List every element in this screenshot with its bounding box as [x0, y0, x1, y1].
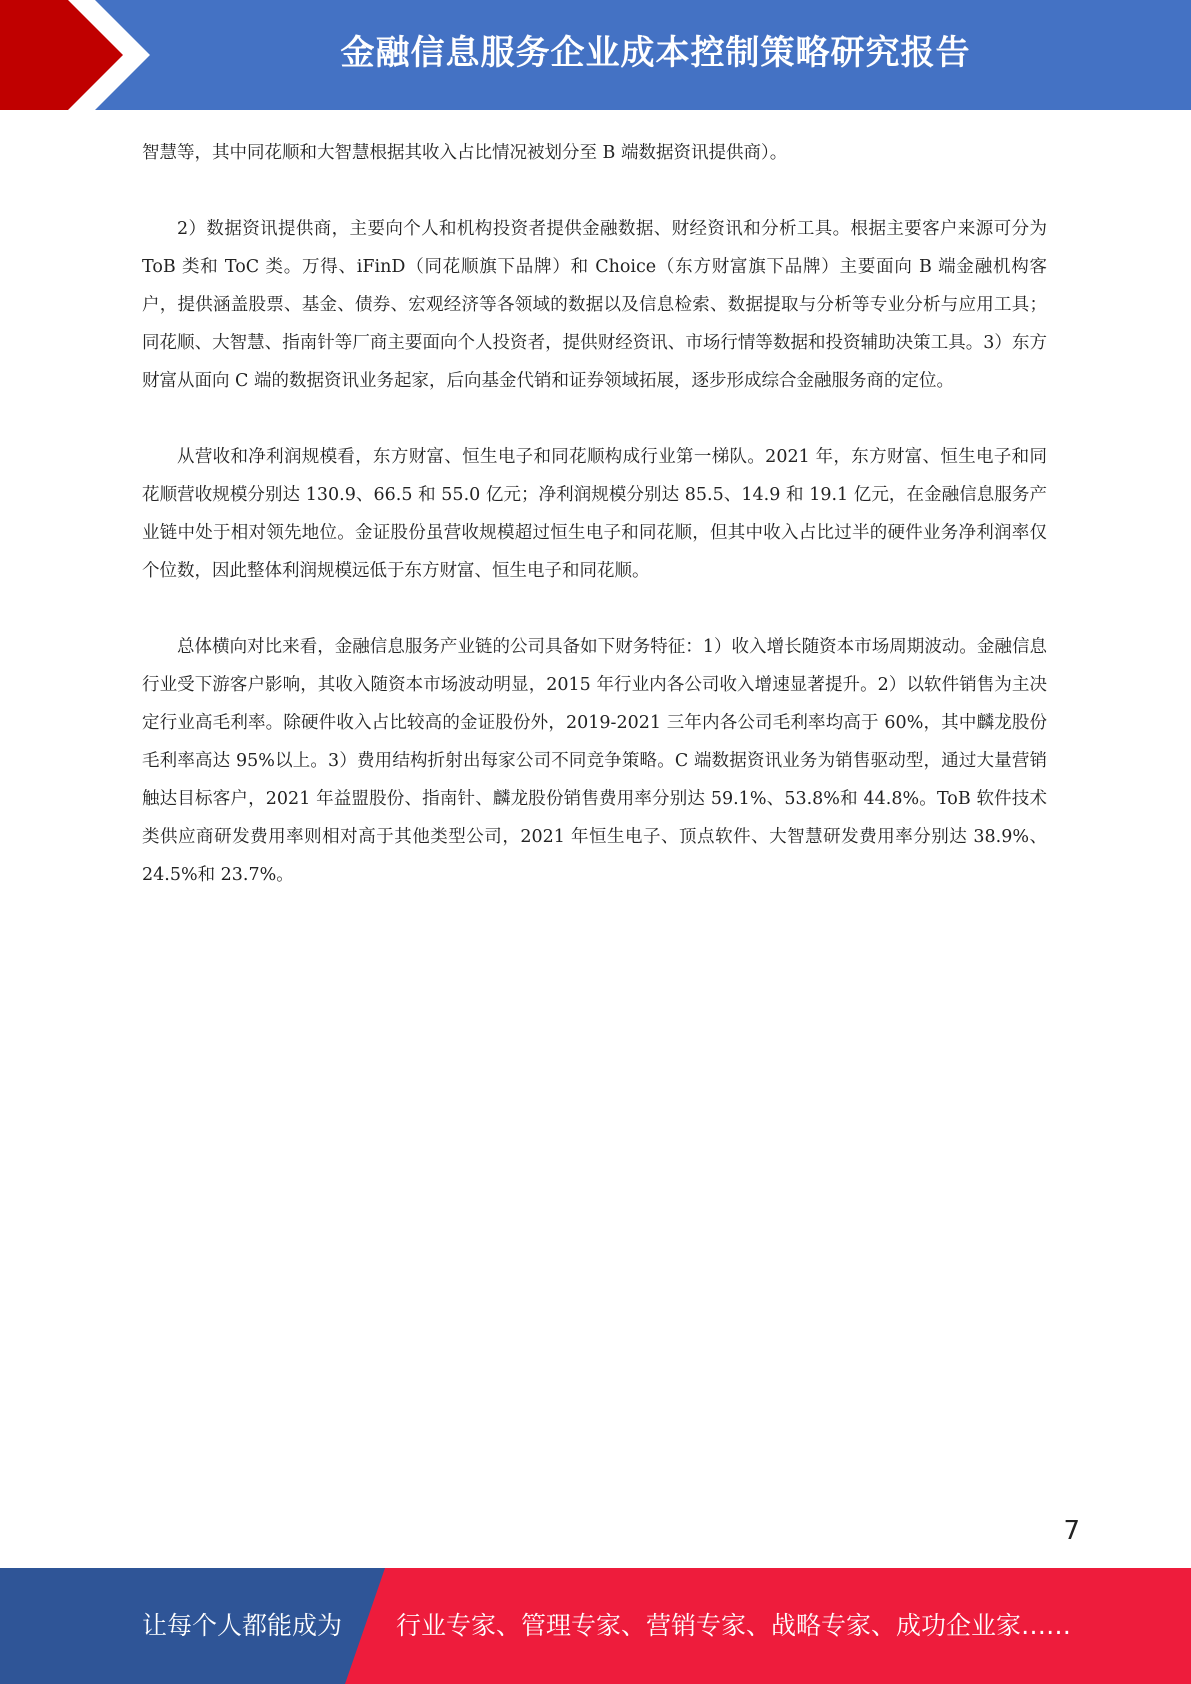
page-footer	[0, 1568, 1191, 1684]
paragraph-revenue-scale: 从营收和净利润规模看，东方财富、恒生电子和同花顺构成行业第一梯队。2021 年，东方财富、恒生电子和同花顺营收规模分别达 130.9、66.5 和 55.0 亿元；净利润规模分别达 85.5、14.9 和 19.1 亿元，在金融信息服务产业链中处于相对领先地位。金证股份虽营收规模超过恒生电子和同花顺，但其中收入占比过半的硬件业务净利润率仅个位数，因此整体利润规模远低于东方财富、恒生电子和同花顺。	[142, 447, 1047, 581]
page-header	[0, 0, 1191, 110]
paragraph-continuation: 智慧等，其中同花顺和大智慧根据其收入占比情况被划分至 B 端数据资讯提供商）。	[142, 143, 788, 163]
document-body	[142, 134, 1047, 932]
report-title: 金融信息服务企业成本控制策略研究报告	[340, 33, 971, 73]
footer-slogan-left: 让每个人都能成为	[142, 1611, 343, 1640]
page-number: 7	[1063, 1516, 1080, 1546]
footer-slogan-right: 行业专家、管理专家、营销专家、战略专家、成功企业家……	[396, 1611, 1072, 1640]
paragraph-data-providers: 2）数据资讯提供商，主要向个人和机构投资者提供金融数据、财经资讯和分析工具。根据主要客户来源可分为 ToB 类和 ToC 类。万得、iFinD（同花顺旗下品牌）和 Choice（东方财富旗下品牌）主要面向 B 端金融机构客户，提供涵盖股票、基金、债券、宏观经济等各领域的数据以及信息检索、数据提取与分析等专业分析与应用工具；同花顺、大智慧、指南针等厂商主要面向个人投资者，提供财经资讯、市场行情等数据和投资辅助决策工具。3）东方财富从面向 C 端的数据资讯业务起家，后向基金代销和证券领域拓展，逐步形成综合金融服务商的定位。	[142, 219, 1047, 391]
header-arrow-decoration	[0, 0, 160, 110]
paragraph-financial-features: 总体横向对比来看，金融信息服务产业链的公司具备如下财务特征：1）收入增长随资本市场周期波动。金融信息行业受下游客户影响，其收入随资本市场波动明显，2015 年行业内各公司收入增速显著提升。2）以软件销售为主决定行业高毛利率。除硬件收入占比较高的金证股份外，2019-2021 三年内各公司毛利率均高于 60%，其中麟龙股份毛利率高达 95%以上。3）费用结构折射出每家公司不同竞争策略。C 端数据资讯业务为销售驱动型，通过大量营销触达目标客户，2021 年益盟股份、指南针、麟龙股份销售费用率分别达 59.1%、53.8%和 44.8%。ToB 软件技术类供应商研发费用率则相对高于其他类型公司，2021 年恒生电子、顶点软件、大智慧研发费用率分别达 38.9%、24.5%和 23.7%。	[142, 637, 1047, 885]
